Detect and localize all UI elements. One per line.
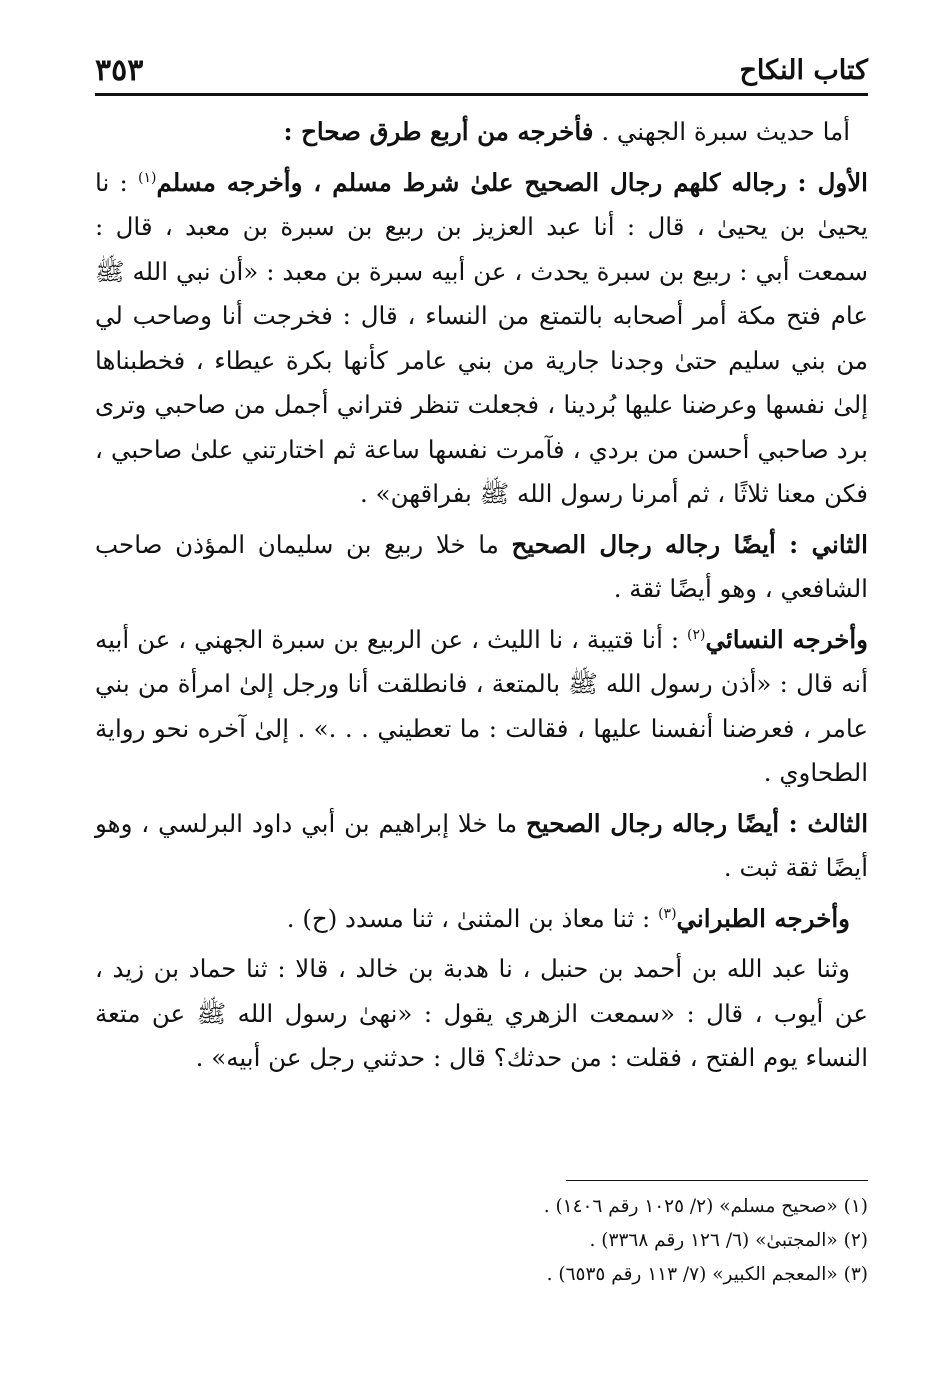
footnote-ref-3: (٣) <box>658 905 677 922</box>
nasai-text: : أنا قتيبة ، نا الليث ، عن الربيع بن سبرة الجهني ، عن أبيه أنه قال : «أذن رسول الله ﷺ بالمتعة ، فانطلقت أنا ورجل إلىٰ امرأة من بني عامر ، فعرضنا أنفسنا عليها ، فقالت : ما تعطيني . . .» . إلىٰ آخره نحو رواية الطحاوي . <box>95 624 868 787</box>
footnotes <box>168 1190 868 1292</box>
paragraph-nasai <box>95 618 868 796</box>
paragraph-intro <box>95 110 868 155</box>
footnote-ref-2: (٢) <box>687 626 706 643</box>
page-number: ٣٥٣ <box>95 53 144 88</box>
paragraph-tabarani <box>95 897 868 942</box>
paragraph-second-chain <box>95 947 868 1081</box>
second-route-text: ما خلا ربيع بن سليمان المؤذن صاحب الشافعي ، وهو أيضًا ثقة . <box>95 529 868 603</box>
footnote-2: (٢) «المجتبىٰ» (٦/ ١٢٦ رقم ٣٣٦٨) . <box>589 1230 868 1251</box>
nasai-heading: وأخرجه النسائي <box>705 624 868 654</box>
header-rule <box>95 93 868 96</box>
paragraph-first-route <box>95 161 868 517</box>
main-text <box>95 110 868 1087</box>
footnote-3: (٣) «المعجم الكبير» (٧/ ١١٣ رقم ٦٥٣٥) . <box>546 1264 868 1285</box>
footnote-ref-1: (١) <box>138 169 157 186</box>
first-route-heading: الأول : رجاله كلهم رجال الصحيح علىٰ شرط مسلم ، وأخرجه مسلم <box>156 167 868 197</box>
intro-text: أما حديث سبرة الجهني . <box>601 117 850 146</box>
footnote-1: (١) «صحيح مسلم» (٢/ ١٠٢٥ رقم ١٤٠٦) . <box>543 1196 868 1217</box>
page-header <box>95 40 868 92</box>
second-route-heading: الثاني : أيضًا رجاله رجال الصحيح <box>511 529 868 559</box>
second-chain-text: وثنا عبد الله بن أحمد بن حنبل ، نا هدبة بن خالد ، قالا : ثنا حماد بن زيد ، عن أيوب ، قال : «سمعت الزهري يقول : «نهىٰ رسول الله ﷺ عن متعة النساء يوم الفتح ، فقلت : من حدثك؟ قال : حدثني رجل عن أبيه» . <box>95 954 868 1072</box>
footnote-rule <box>566 1180 868 1181</box>
intro-bold: فأخرجه من أربع طرق صحاح : <box>283 117 594 146</box>
paragraph-third-route <box>95 802 868 891</box>
paragraph-second-route <box>95 523 868 612</box>
first-route-text: : نا يحيىٰ بن يحيىٰ ، قال : أنا عبد العزيز بن ربيع بن سبرة بن معبد ، قال : سمعت أبي : ربيع بن سبرة يحدث ، عن أبيه سبرة بن معبد : «أن نبي الله ﷺ عام فتح مكة أمر أصحابه بالتمتع من النساء ، قال : فخرجت أنا وصاحب لي من بني سليم حتىٰ وجدنا جارية من بني عامر كأنها بكرة عيطاء ، فخطبناها إلىٰ نفسها وعرضنا عليها بُردينا ، فجعلت تنظر فتراني أجمل من صاحبي وترى برد صاحبي أحسن من بردي ، فآمرت نفسها ساعة ثم اختارتني علىٰ صاحبي ، فكن معنا ثلاثًا ، ثم أمرنا رسول الله ﷺ بفراقهن» . <box>95 167 868 508</box>
tabarani-text: : ثنا معاذ بن المثنىٰ ، ثنا مسدد (ح) . <box>286 903 651 933</box>
tabarani-heading: وأخرجه الطبراني <box>676 903 850 933</box>
running-title: كتاب النكاح <box>739 55 868 86</box>
third-route-text: ما خلا إبراهيم بن أبي داود البرلسي ، وهو أيضًا ثقة ثبت . <box>95 808 868 882</box>
third-route-heading: الثالث : أيضًا رجاله رجال الصحيح <box>526 808 868 838</box>
